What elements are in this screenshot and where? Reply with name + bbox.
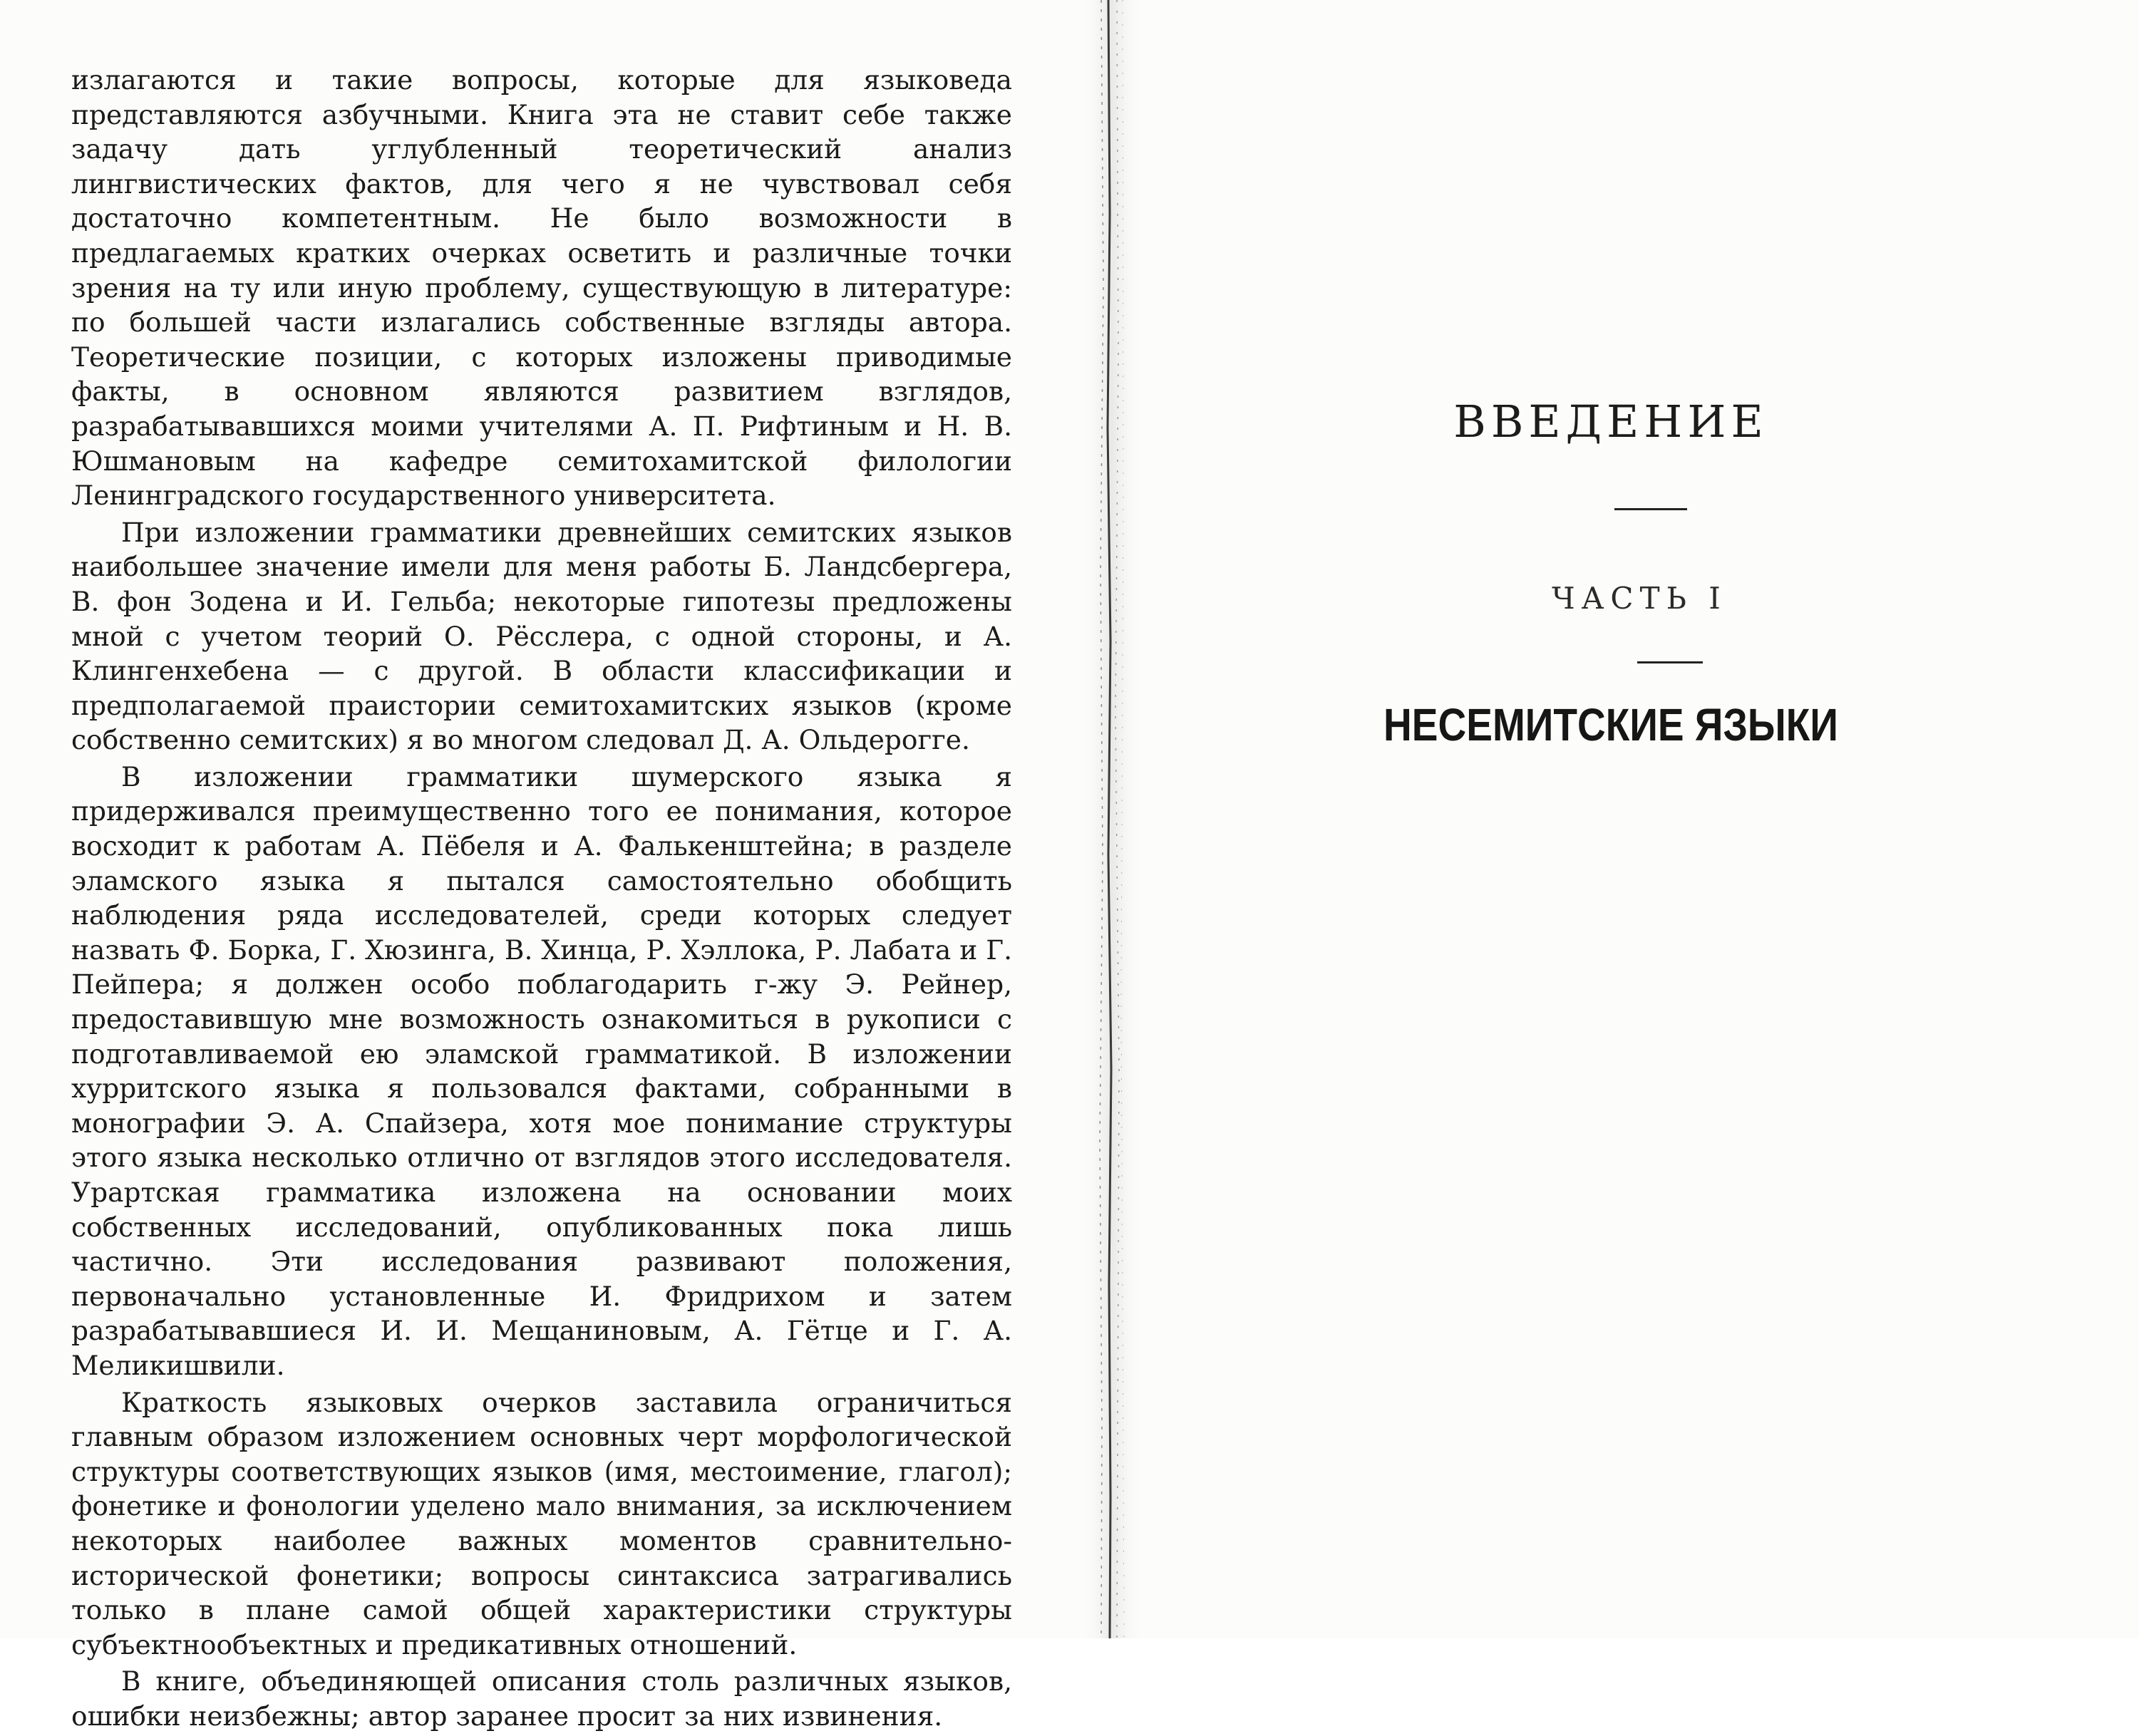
divider-rule-top [1614, 508, 1687, 510]
paragraph-5: В книге, объединяющей описания столь различных языков, ошибки неизбежны; автор заранее просит за них извинения. [71, 1665, 1012, 1732]
right-page [1140, 0, 2139, 1638]
part-title: НЕСЕМИТСКИЕ ЯЗЫКИ [1383, 699, 1838, 750]
paragraph-2: При изложении грамматики древнейших семитских языков наибольшее значение имели для меня работы Б. Ландсбергера, В. фон Зодена и И. Гельба; некоторые гипотезы предложены мной с учетом теорий О. Рёсслера, с одной стороны, и А. Клингенхебена — с другой. В области классификации и предполагаемой праистории семитохамитских языков (кроме собственно семитских) я во многом следовал Д. А. Ольдерогге. [71, 516, 1012, 756]
body-text [71, 63, 1012, 1736]
section-title: ВВЕДЕНИЕ [1453, 396, 1768, 448]
part-label: ЧАСТЬ I [1552, 581, 1727, 616]
paragraph-4: Краткость языковых очерков заставила ограничиться главным образом изложением основных черт морфологической структуры соответствующих языков (имя, местоимение, глагол); фонетике и фонологии уделено мало внимания, за исключением некоторых наиболее важных моментов сравнительно-исторической фонетики; вопросы синтаксиса затрагивались только в плане самой общей характеристики структуры субъектнообъектных и предикативных отношений. [71, 1386, 1012, 1660]
divider-rule-bottom [1637, 661, 1703, 663]
paragraph-3: В изложении грамматики шумерского языка я придерживался преимущественно того ее понимания, которое восходит к работам А. Пёбеля и А. Фалькенштейна; в разделе эламского языка я пытался самостоятельно обобщить наблюдения ряда исследователей, среди которых следует назвать Ф. Борка, Г. Хюзинга, В. Хинца, Р. Хэллока, Р. Лабата и Г. Пейпера; я должен особо поблагодарить г-жу Э. Рейнер, предоставившую мне возможность ознакомиться в рукописи с подготавливаемой ею эламской грамматикой. В изложении хурритского языка я пользовался фактами, собранными в монографии Э. А. Спайзера, хотя мое понимание структуры этого языка несколько отлично от взглядов этого исследователя. Урартская грамматика изложена на основании моих собственных исследований, опубликованных пока лишь частично. Эти исследования развивают положения, первоначально установленные И. Фридрихом и затем разрабатывавшиеся И. И. Мещаниновым, А. Гётце и Г. А. Меликишвили. [71, 760, 1012, 1381]
paragraph-1: излагаются и такие вопросы, которые для языковеда представляются азбучными. Книга эта не ставит себе также задачу дать углубленный теоретический анализ лингвистических фактов, для чего я не чувствовал себя достаточно компетентным. Не было возможности в предлагаемых кратких очерках осветить и различные точки зрения на ту или иную проблему, существующую в литературе: по большей части излагались собственные взгляды автора. Теоретические позиции, с которых изложены приводимые факты, в основном являются развитием взглядов, разрабатывавшихся моими учителями А. П. Рифтиным и Н. В. Юшмановым на кафедре семитохамитской филологии Ленинградского государственного университета. [71, 64, 1012, 512]
gutter-texture [1080, 0, 1144, 1638]
book-gutter-shadow [1080, 0, 1144, 1638]
